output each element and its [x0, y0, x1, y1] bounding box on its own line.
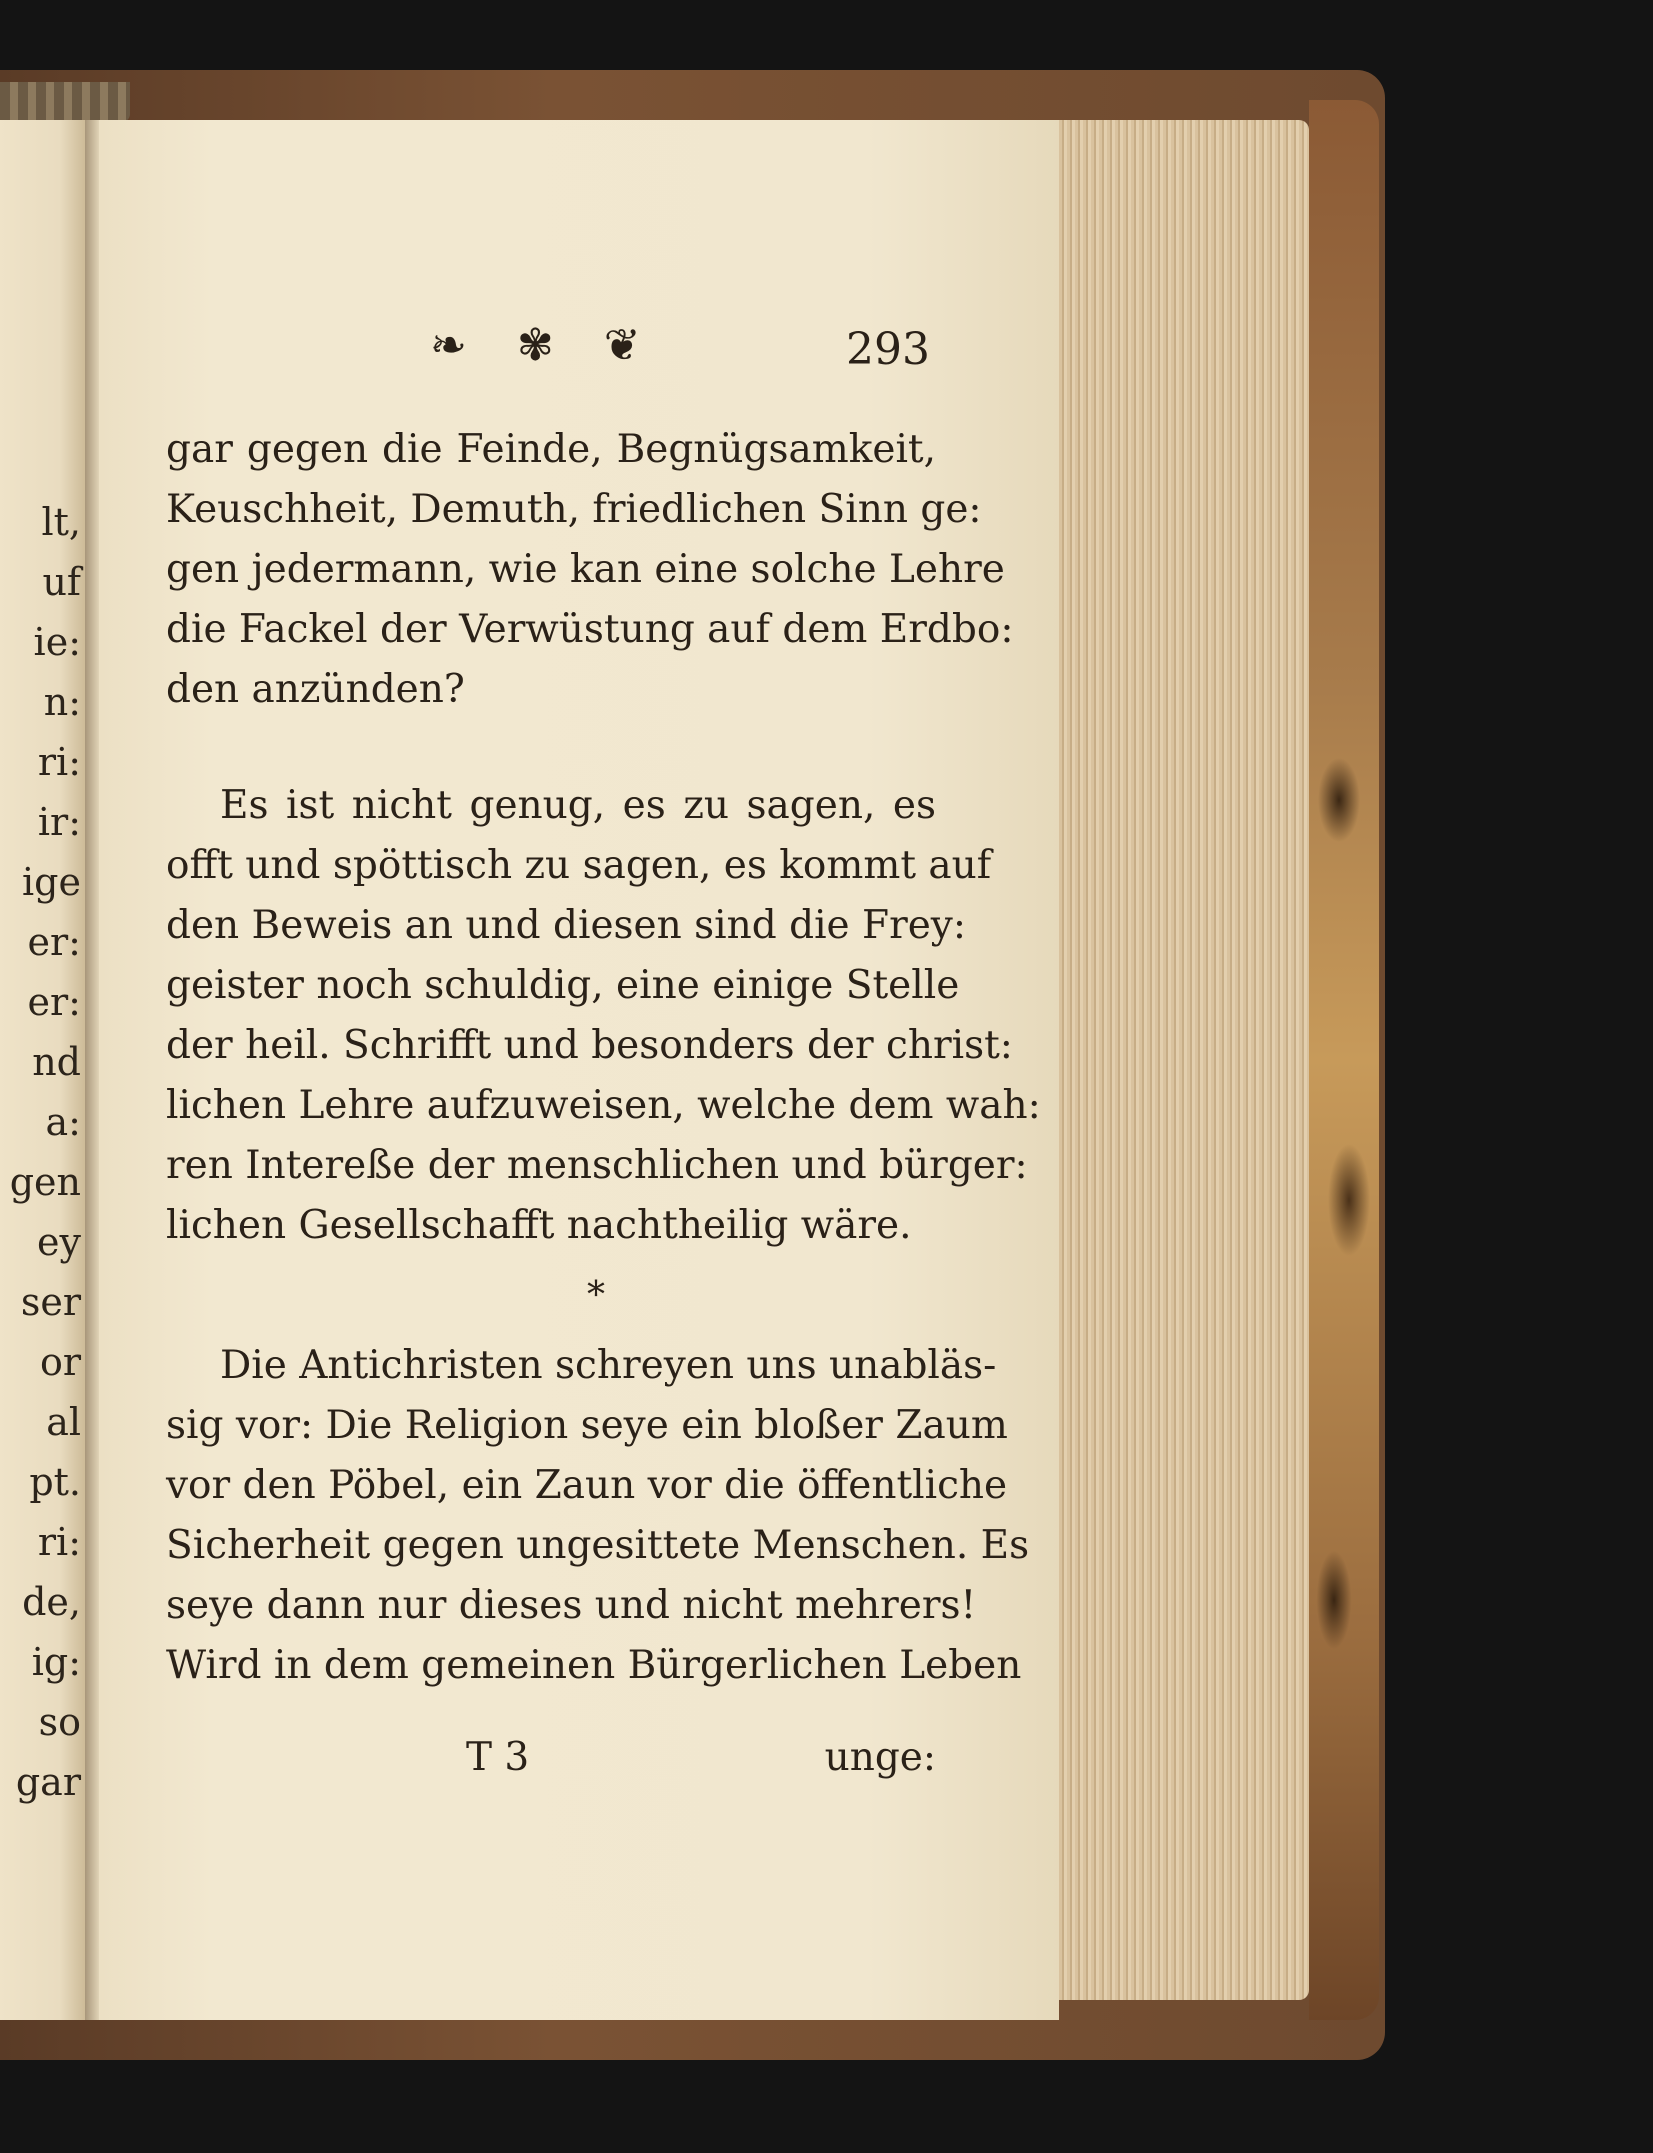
left-line-end: de, [22, 1580, 81, 1624]
section-separator: * [587, 1275, 605, 1316]
left-line-end: so [38, 1700, 81, 1744]
text-line: den Beweis an und diesen sind die Frey: [166, 903, 966, 948]
text-line: Es ist nicht genug, es zu sagen, es [220, 783, 936, 828]
left-line-end: gen [9, 1160, 81, 1204]
text-line: geister noch schuldig, eine einige Stelle [166, 963, 960, 1008]
left-line-end: ri: [37, 1520, 81, 1564]
text-line: Wird in dem gemeinen Bürgerlichen Leben [166, 1643, 1022, 1688]
text-line: Die Antichristen schreyen uns unabläs- [220, 1343, 997, 1388]
gutter [85, 120, 99, 2020]
text-line: Keuschheit, Demuth, friedlichen Sinn ge: [166, 487, 982, 532]
left-line-end: ser [20, 1280, 81, 1324]
left-line-end: ie: [33, 620, 81, 664]
paragraph-2 [166, 776, 1041, 1256]
body-text [166, 420, 1041, 1696]
page-header [430, 320, 930, 380]
left-line-end: al [46, 1400, 81, 1444]
left-line-end: ri: [37, 740, 81, 784]
headband [0, 82, 130, 122]
left-line-end: ige [22, 860, 81, 904]
text-line: den anzünden? [166, 667, 465, 712]
page-number: 293 [846, 324, 930, 375]
left-line-end: gar [15, 1760, 81, 1804]
text-line: lichen Lehre aufzuweisen, welche dem wah: [166, 1083, 1041, 1128]
left-line-end: er: [27, 920, 81, 964]
text-line: gar gegen die Feinde, Begnügsamkeit, [166, 427, 936, 472]
left-line-end: nd [32, 1040, 81, 1084]
text-line: Sicherheit gegen ungesittete Menschen. Es [166, 1523, 1030, 1568]
left-line-end: a: [45, 1100, 81, 1144]
text-line: offt und spöttisch zu sagen, es kommt auf [166, 843, 992, 888]
left-line-end: n: [43, 680, 81, 724]
text-line: die Fackel der Verwüstung auf dem Erdbo: [166, 607, 1014, 652]
text-line: der heil. Schrifft und besonders der christ: [166, 1023, 1013, 1068]
left-line-end: ey [37, 1220, 81, 1264]
text-line: lichen Gesellschafft nachtheilig wäre. [166, 1203, 912, 1248]
text-line: vor den Pöbel, ein Zaun vor die öffentliche [166, 1463, 1008, 1508]
paragraph-1 [166, 420, 1014, 720]
left-line-end: pt. [29, 1460, 81, 1504]
catchword: unge: [824, 1735, 936, 1780]
marbled-cover-edge [1309, 100, 1379, 2020]
left-line-end: ig: [31, 1640, 81, 1684]
text-line: gen jedermann, wie kan eine solche Lehre [166, 547, 1005, 592]
signature-mark: T 3 [466, 1735, 530, 1780]
page-edges [1059, 120, 1309, 2000]
left-line-end: lt, [41, 500, 81, 544]
paragraph-3 [166, 1336, 1030, 1696]
left-line-end: uf [42, 560, 81, 604]
left-line-end: or [39, 1340, 81, 1384]
header-ornament-icon: ❧ ✾ ❦ [430, 320, 659, 371]
text-line: sig vor: Die Religion seye ein bloßer Zaum [166, 1403, 1008, 1448]
text-line: seye dann nur dieses und nicht mehrers! [166, 1583, 977, 1628]
left-line-end: ir: [37, 800, 81, 844]
left-page [0, 120, 85, 2020]
page-footer [166, 1735, 936, 1795]
text-line: ren Intereße der menschlichen und bürger: [166, 1143, 1028, 1188]
left-line-end: er: [27, 980, 81, 1024]
